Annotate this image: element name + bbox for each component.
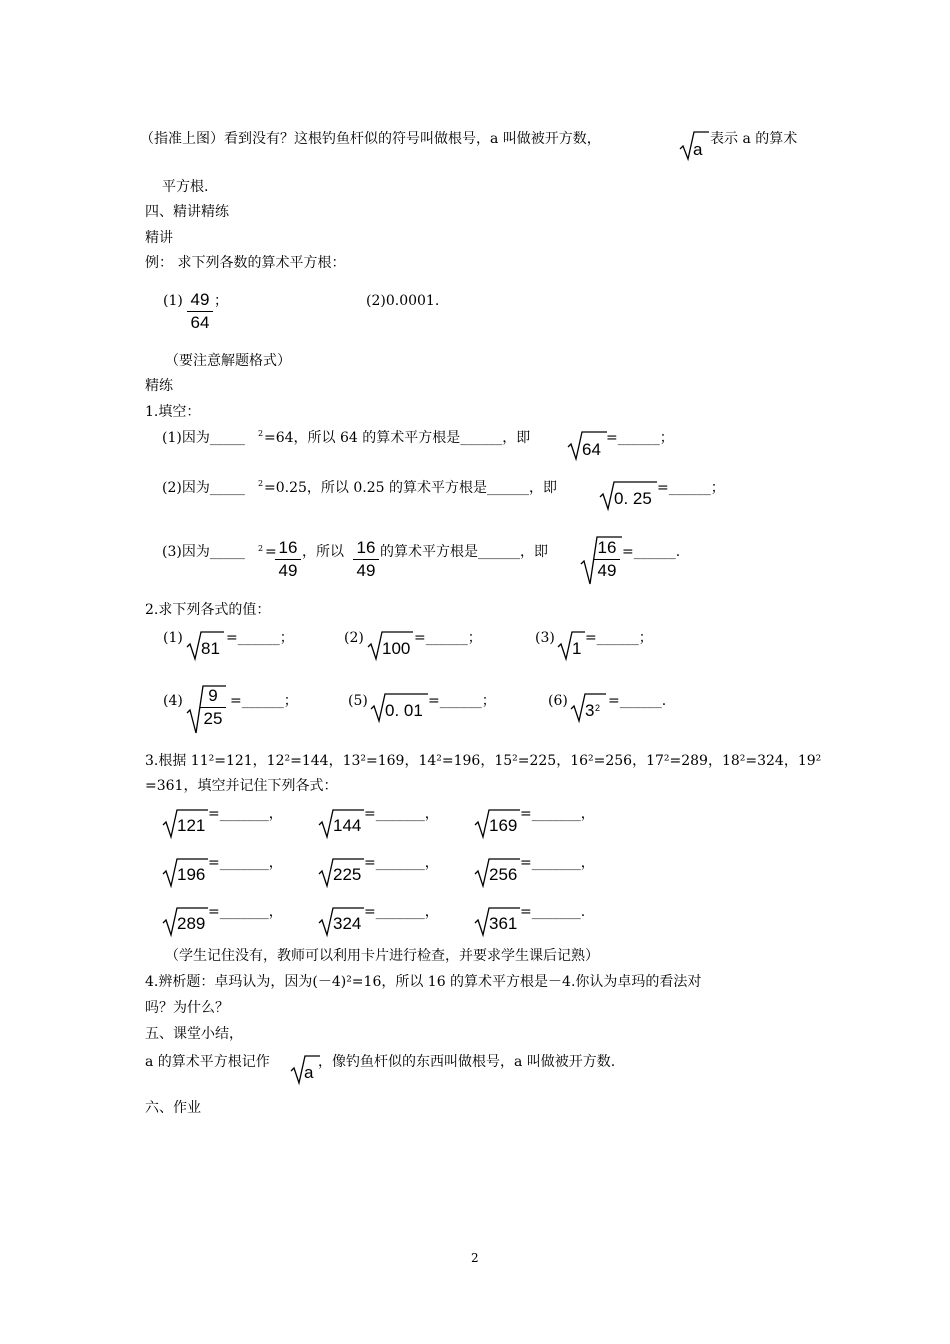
q2-item6-label: (6)	[548, 693, 568, 709]
q2-item5-label: (5)	[348, 693, 368, 709]
fraction-16-49-a: 16 49	[275, 538, 301, 581]
q2-item4-answer: =______；	[230, 693, 298, 709]
q2-item1-label: (1)	[163, 630, 183, 646]
q3-radicand: 196	[177, 865, 206, 884]
q3-radicand: 144	[333, 816, 362, 835]
q3-answer: =_______，	[208, 806, 283, 822]
section4-title: 四、精讲精练	[145, 204, 229, 220]
problem1-label: (1)	[163, 293, 183, 309]
fraction-16-49-c: 16 49	[594, 538, 620, 581]
intro-line1-a: （指准上图）看到没有？这根钓鱼杆似的符号叫做根号，a 叫做被开方数，	[140, 131, 601, 147]
q1a-radicand: 64	[582, 440, 601, 459]
q1-title: 1.填空：	[145, 404, 201, 420]
q2-item1-answer: =______；	[226, 630, 294, 646]
q3-answer: =_______，	[364, 806, 439, 822]
q3-answer: =_______，	[520, 806, 595, 822]
q2-item2-label: (2)	[344, 630, 364, 646]
q2-item3-radicand: 1	[572, 639, 582, 658]
q3-note: （学生记住没有，教师可以利用卡片进行检查，并要求学生课后记熟）	[165, 948, 599, 964]
example-text: 例： 求下列各数的算术平方根：	[145, 255, 346, 271]
q2-item3-answer: =______；	[585, 630, 653, 646]
q1c-part3: 的算术平方根是______，即	[380, 544, 548, 560]
fraction-9-25: 9 25	[200, 686, 226, 729]
problem2: (2)0.0001.	[366, 293, 440, 309]
q3-answer: =_______，	[208, 904, 283, 920]
q1a-part1: (1)因为_____	[162, 430, 245, 446]
q2-item1-radicand: 81	[201, 639, 220, 658]
q1a-exp: 2	[258, 429, 264, 438]
section5-radicand: a	[304, 1063, 314, 1082]
q2-item6-answer: =______.	[608, 693, 667, 709]
q2-item3-label: (3)	[535, 630, 555, 646]
intro-radicand: a	[693, 140, 703, 159]
q1b-radicand: 0. 25	[614, 489, 652, 508]
q3-radicand: 361	[489, 914, 518, 933]
jingjiang-heading: 精讲	[145, 230, 173, 246]
q2-item5-radicand: 0. 01	[385, 701, 423, 720]
intro-line1-b: 表示 a 的算术	[710, 131, 798, 147]
q3-answer: =_______，	[364, 904, 439, 920]
page-number: 2	[471, 1251, 479, 1265]
q3-radicand: 289	[177, 914, 206, 933]
q2-item6-radicand: 3	[585, 701, 595, 720]
intro-line2: 平方根.	[162, 179, 209, 195]
q3-radicand: 169	[489, 816, 518, 835]
q1c-part2: ，所以	[302, 544, 344, 560]
q1b-part2: =0.25，所以 0.25 的算术平方根是______，即	[264, 480, 557, 496]
q1b-exp: 2	[258, 479, 264, 488]
q3-answer: =_______.	[520, 904, 586, 920]
q4-line2: 吗？为什么？	[145, 1000, 229, 1016]
section5-text-b: ，像钓鱼杆似的东西叫做根号，a 叫做被开方数.	[318, 1054, 616, 1070]
q4-line1: 4.辨析题：卓玛认为，因为(－4)²=16，所以 16 的算术平方根是－4.你认为卓玛的看法对	[145, 974, 702, 990]
q3-radicand: 324	[333, 914, 362, 933]
q1c-answer: =______.	[622, 544, 681, 560]
q2-item6-exponent: 2	[595, 703, 601, 713]
q3-answer: =_______，	[208, 855, 283, 871]
q2-item2-answer: =______；	[414, 630, 482, 646]
q2-item5-answer: =______；	[428, 693, 496, 709]
q2-item2-radicand: 100	[382, 639, 411, 658]
section6-title: 六、作业	[145, 1100, 201, 1116]
q3-radicand: 256	[489, 865, 518, 884]
fraction-49-64: 49 64	[187, 290, 213, 333]
q1c-exp: 2	[258, 544, 264, 553]
fraction-16-49-b: 16 49	[353, 538, 379, 581]
q3-radicand: 121	[177, 816, 206, 835]
q3-radicand: 225	[333, 865, 362, 884]
q3-line1: 3.根据 11²=121，12²=144，13²=169，14²=196，15²=225，16²=256，17²=289，18²=324，19²	[145, 753, 822, 769]
q1a-answer: =______；	[606, 430, 674, 446]
q1c-part1: (3)因为_____	[162, 544, 245, 560]
q3-line2: =361，填空并记住下列各式：	[145, 778, 338, 794]
q3-answer: =_______，	[520, 855, 595, 871]
section5-title: 五、课堂小结，	[145, 1026, 243, 1042]
section5-text-a: a 的算术平方根记作	[145, 1054, 270, 1070]
q2-item4-label: (4)	[163, 693, 183, 709]
q1c-eq: =	[265, 544, 277, 560]
q3-answer: =_______，	[364, 855, 439, 871]
format-note: （要注意解题格式）	[165, 353, 291, 369]
q2-title: 2.求下列各式的值：	[145, 602, 271, 618]
problem1-end: ；	[214, 293, 228, 309]
q1b-answer: =______；	[657, 480, 725, 496]
jinglian-heading: 精练	[145, 378, 173, 394]
q1a-part2: =64，所以 64 的算术平方根是______，即	[264, 430, 531, 446]
q1b-part1: (2)因为_____	[162, 480, 245, 496]
